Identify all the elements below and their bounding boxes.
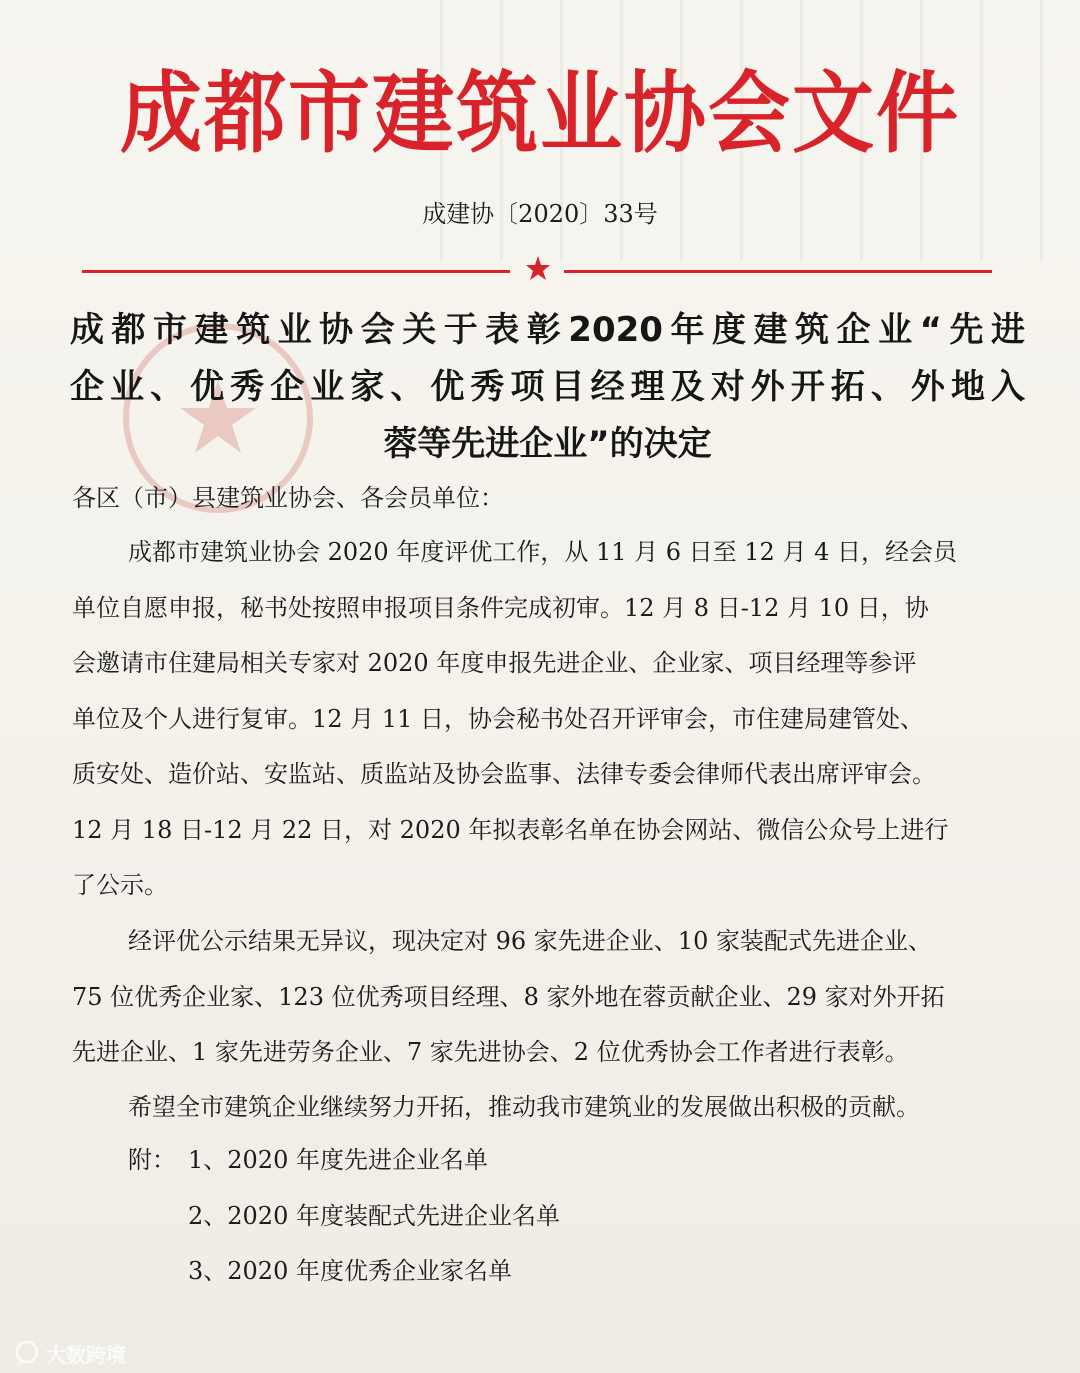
red-divider (82, 262, 992, 282)
watermark-text: 大数跨境 (46, 1342, 126, 1367)
divider-line-right (564, 270, 992, 273)
paragraph-line: 经评优公示结果无异议，现决定对 96 家先进企业、10 家装配式先进企业、 (128, 927, 932, 955)
watermark (14, 1338, 126, 1368)
paragraph-line: 会邀请市住建局相关专家对 2020 年度申报先进企业、企业家、项目经理等参评 (72, 649, 917, 677)
attachment-item: 2、2020 年度装配式先进企业名单 (188, 1202, 560, 1230)
letterhead-title: 成都市建筑业协会文件 (119, 63, 960, 166)
attachments-label: 附： (128, 1146, 176, 1174)
paragraph-line: 成都市建筑业协会 2020 年度评优工作，从 11 月 6 日至 12 月 4 日，经会员 (128, 538, 957, 566)
document-title (70, 302, 1025, 473)
paragraph-line: 12 月 18 日-12 月 22 日，对 2020 年拟表彰名单在协会网站、微信公众号上进行 (72, 815, 949, 844)
paragraph-decision (72, 914, 1024, 1081)
paragraph-line: 单位自愿申报，秘书处按照申报项目条件完成初审。12 月 8 日-12 月 10 日，协 (72, 593, 929, 622)
paragraph-line: 单位及个人进行复审。12 月 11 日，协会秘书处召开评审会，市住建局建管处、 (72, 704, 924, 733)
paragraph-closing (72, 1080, 1024, 1136)
paragraph-line: 希望全市建筑企业继续努力开拓，推动我市建筑业的发展做出积极的贡献。 (128, 1093, 920, 1121)
title-line-2: 企业、优秀企业家、优秀项目经理及对外开拓、外地入 (70, 367, 1025, 407)
chat-bubble-icon (14, 1340, 40, 1366)
attachment-item: 3、2020 年度优秀企业家名单 (188, 1257, 512, 1285)
title-line-3: 蓉等先进企业”的决定 (383, 424, 712, 464)
paragraph-line: 质安处、造价站、安监站、质监站及协会监事、法律专委会律师代表出席评审会。 (72, 760, 936, 788)
paragraph-line: 了公示。 (72, 871, 168, 899)
paragraph-line: 75 位优秀企业家、123 位优秀项目经理、8 家外地在蓉贡献企业、29 家对外开拓 (72, 982, 945, 1011)
paragraph-review-process (72, 525, 1024, 914)
star-icon (525, 255, 551, 281)
attachment-item: 1、2020 年度先进企业名单 (188, 1146, 488, 1174)
title-line-1: 成都市建筑业协会关于表彰2020年度建筑企业“先进 (70, 310, 1025, 350)
addressee: 各区（市）县建筑业协会、各会员单位： (72, 484, 504, 512)
document-number: 成建协〔2020〕33号 (422, 200, 658, 228)
paragraph-line: 先进企业、1 家先进劳务企业、7 家先进协会、2 位优秀协会工作者进行表彰。 (72, 1038, 909, 1066)
divider-line-left (82, 270, 510, 273)
